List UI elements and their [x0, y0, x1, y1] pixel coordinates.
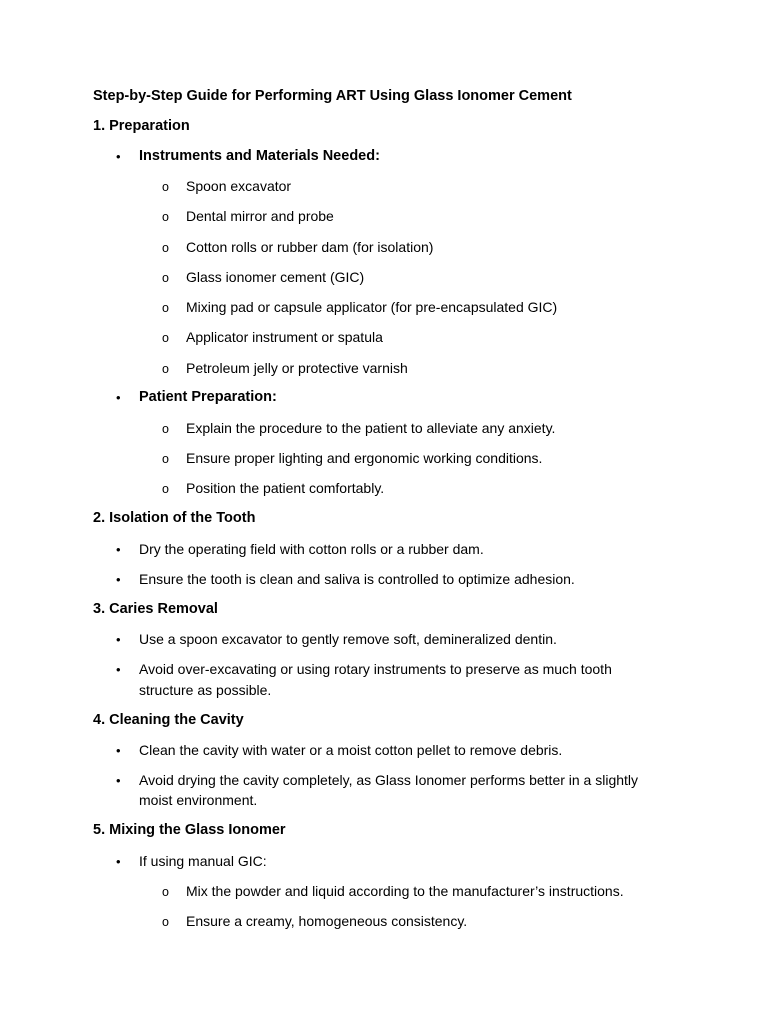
- sub-list-item: Applicator instrument or spatula: [186, 329, 383, 345]
- bullet-marker: •: [116, 572, 121, 587]
- list-item: Ensure the tooth is clean and saliva is controlled to optimize adhesion.: [139, 571, 575, 587]
- section-heading-isolation: 2. Isolation of the Tooth: [93, 510, 256, 526]
- bullet-marker: •: [116, 854, 121, 869]
- section-heading-caries-removal: 3. Caries Removal: [93, 601, 218, 617]
- sub-bullet-marker: o: [162, 422, 169, 436]
- sub-bullet-marker: o: [162, 452, 169, 466]
- sub-bullet-marker: o: [162, 271, 169, 285]
- section-heading-cleaning: 4. Cleaning the Cavity: [93, 712, 244, 728]
- bullet-marker: •: [116, 390, 121, 405]
- sub-bullet-marker: o: [162, 482, 169, 496]
- sub-bullet-marker: o: [162, 210, 169, 224]
- section-heading-preparation: 1. Preparation: [93, 118, 190, 134]
- sub-bullet-marker: o: [162, 301, 169, 315]
- sub-bullet-marker: o: [162, 331, 169, 345]
- list-item-patient-preparation: Patient Preparation:: [139, 389, 277, 405]
- bullet-marker: •: [116, 743, 121, 758]
- bullet-marker: •: [116, 542, 121, 557]
- sub-list-item: Mixing pad or capsule applicator (for pre-encapsulated GIC): [186, 299, 558, 315]
- sub-list-item: Glass ionomer cement (GIC): [186, 269, 365, 285]
- sub-bullet-marker: o: [162, 180, 169, 194]
- sub-bullet-marker: o: [162, 362, 169, 376]
- sub-list-item: Explain the procedure to the patient to alleviate any anxiety.: [186, 420, 556, 436]
- sub-list-item: Ensure a creamy, homogeneous consistency.: [186, 913, 468, 929]
- bullet-marker: •: [116, 662, 121, 677]
- sub-list-item: Dental mirror and probe: [186, 208, 334, 224]
- list-item-instruments: Instruments and Materials Needed:: [139, 148, 380, 164]
- sub-list-item: Petroleum jelly or protective varnish: [186, 360, 408, 376]
- bullet-marker: •: [116, 149, 121, 164]
- sub-bullet-marker: o: [162, 915, 169, 929]
- sub-list-item: Spoon excavator: [186, 178, 292, 194]
- bullet-marker: •: [116, 632, 121, 647]
- list-item-continuation: moist environment.: [139, 792, 258, 808]
- list-item: If using manual GIC:: [139, 853, 267, 869]
- sub-list-item: Ensure proper lighting and ergonomic working conditions.: [186, 450, 543, 466]
- list-item: Avoid drying the cavity completely, as Glass Ionomer performs better in a slightly: [139, 772, 639, 788]
- section-heading-mixing: 5. Mixing the Glass Ionomer: [93, 822, 286, 838]
- sub-list-item: Cotton rolls or rubber dam (for isolation): [186, 239, 434, 255]
- sub-list-item: Position the patient comfortably.: [186, 480, 385, 496]
- document-title: Step-by-Step Guide for Performing ART Using Glass Ionomer Cement: [93, 88, 572, 104]
- bullet-marker: •: [116, 773, 121, 788]
- sub-list-item: Mix the powder and liquid according to the manufacturer’s instructions.: [186, 883, 624, 899]
- sub-bullet-marker: o: [162, 885, 169, 899]
- list-item: Clean the cavity with water or a moist cotton pellet to remove debris.: [139, 742, 563, 758]
- list-item-continuation: structure as possible.: [139, 682, 272, 698]
- list-item: Use a spoon excavator to gently remove soft, demineralized dentin.: [139, 631, 557, 647]
- list-item: Dry the operating field with cotton rolls or a rubber dam.: [139, 541, 484, 557]
- sub-bullet-marker: o: [162, 241, 169, 255]
- list-item: Avoid over-excavating or using rotary instruments to preserve as much tooth: [139, 661, 612, 677]
